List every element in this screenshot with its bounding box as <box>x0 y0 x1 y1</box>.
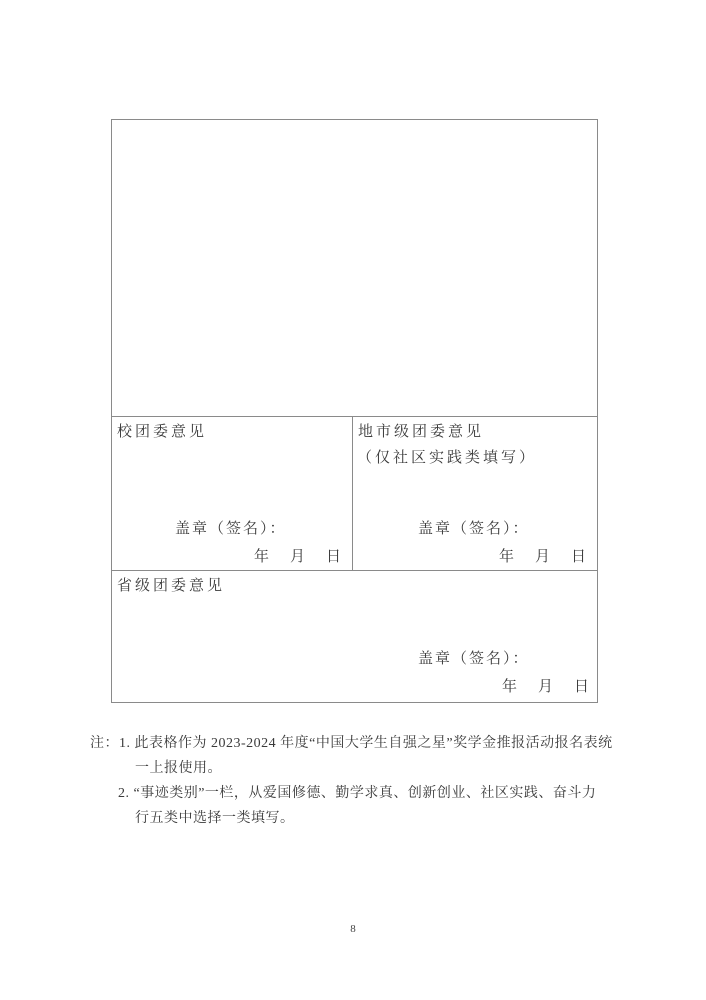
note-1-line-1: 注：1. 此表格作为 2023-2024 年度“中国大学生自强之星”奖学金推报活动报名表统 <box>90 736 613 751</box>
page-number: 8 <box>350 923 356 935</box>
school-stamp-signature-label: 盖章（签名）： <box>175 521 287 537</box>
provincial-committee-cell <box>112 571 597 702</box>
blank-space <box>353 469 597 519</box>
municipal-committee-sublabel: （仅社区实践类填写） <box>357 450 538 466</box>
school-date-label: 年 月 日 <box>253 549 344 565</box>
blank-content-cell <box>112 120 597 417</box>
municipal-stamp-signature-label: 盖章（签名）： <box>418 521 530 537</box>
notes-section <box>90 731 650 831</box>
note-2-line-1: 2. “事迹类别”一栏，从爱国修德、勤学求真、创新创业、社区实践、奋斗力 <box>118 786 597 801</box>
approval-table <box>111 119 598 703</box>
note-1-line-2: 一上报使用。 <box>135 761 222 776</box>
note-2-line-2: 行五类中选择一类填写。 <box>135 811 295 826</box>
provincial-date-label: 年 月 日 <box>501 679 592 695</box>
blank-space <box>112 443 352 519</box>
provincial-committee-label: 省级团委意见 <box>117 578 226 594</box>
blank-space <box>112 597 597 649</box>
provincial-stamp-signature-label: 盖章（签名）： <box>418 651 530 667</box>
school-committee-label: 校团委意见 <box>117 424 208 440</box>
municipal-date-label: 年 月 日 <box>498 549 589 565</box>
municipal-committee-label: 地市级团委意见 <box>358 424 485 440</box>
school-committee-cell <box>112 417 353 570</box>
municipal-committee-cell <box>353 417 597 570</box>
committee-opinion-row <box>112 417 597 571</box>
